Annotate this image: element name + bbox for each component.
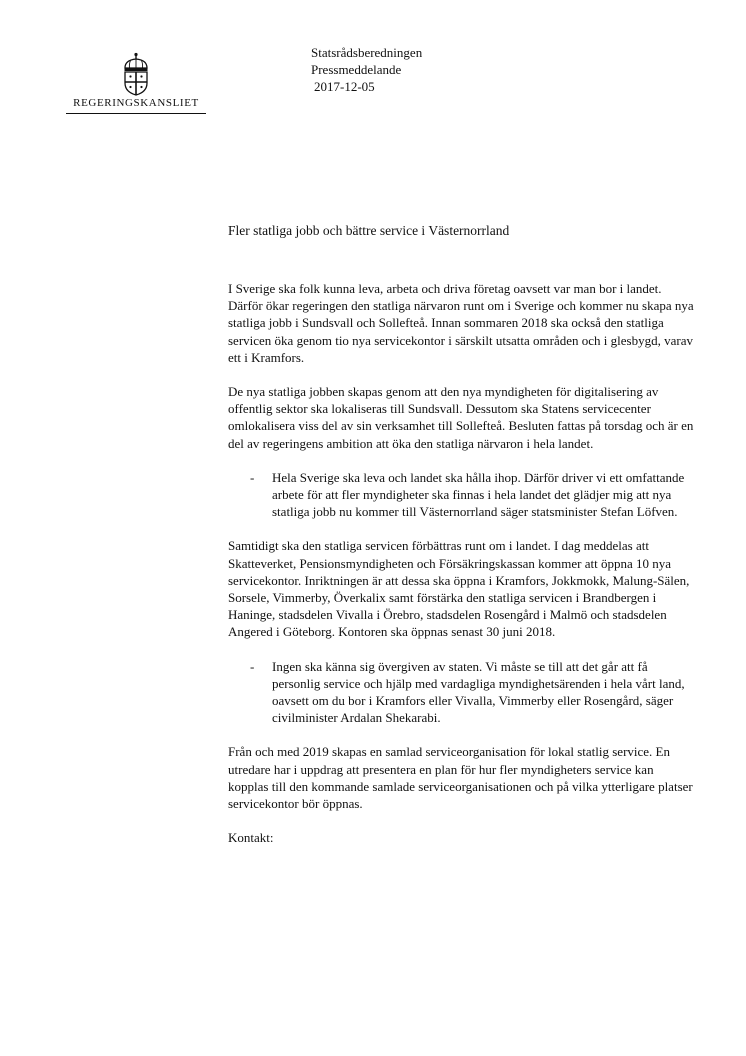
- quote-1-text: Hela Sverige ska leva och landet ska hålla ihop. Därför driver vi ett omfattande arbete för att fler myndigheter ska finnas i hela landet det glädjer mig att nya statliga jobb nu kommer till Västernorrland säger statsminister Stefan Löfven.: [272, 469, 685, 520]
- paragraph-1: I Sverige ska folk kunna leva, arbeta och driva företag oavsett var man bor i landet. Därför ökar regeringen den statliga närvaron runt om i Sverige och kommer nu skapa nya statliga jobb i Sundsvall och Sollefteå. Innan sommaren 2018 ska också den statliga servicen öka genom tio nya servicekontor i särskilt utsatta områden och i glesbygd, varav ett i Kramfors.: [228, 281, 694, 365]
- paragraph-3: Samtidigt ska den statliga servicen förbättras runt om i landet. I dag meddelas att Skatteverket, Pensionsmyndigheten och Försäkringskassan kommer att öppna 10 nya servicekontor. Inriktningen är att dessa ska öppna i Kramfors, Jokkmokk, Malung-Sälen, Sorsele, Vimmerby, Överkalix samt förstärka den statliga servicen i Brandbergen i Haninge, stadsdelen Vivalla i Örebro, stadsdelen Rosengård i Malmö och stadsdelen Angered i Göteborg. Kontoren ska öppnas senast 30 juni 2018.: [228, 538, 690, 640]
- logo-underline: [66, 113, 206, 114]
- document-type: Pressmeddelande: [311, 62, 402, 77]
- crown-emblem-icon: [116, 52, 156, 96]
- department-name: Statsrådsberedningen: [311, 45, 423, 60]
- document-date: 2017-12-05: [314, 79, 375, 94]
- quote-2: [228, 658, 694, 727]
- quote-2-text: Ingen ska känna sig övergiven av staten. Vi måste se till att det går att få personlig service och hjälp med vardagliga myndighetsärenden i hela vårt land, oavsett om du bor i Kramfors eller Vivalla, Vimmerby eller Rosengård, säger civilminister Ardalan Shekarabi.: [272, 658, 685, 726]
- contact-label: Kontakt:: [228, 830, 274, 846]
- paragraph-2: De nya statliga jobben skapas genom att den nya myndigheten för digitalisering av offentlig sektor ska lokaliseras till Sundsvall. Dessutom ska Statens servicecenter omlokalisera viss del av sin verksamhet till Sollefteå. Besluten fattas på torsdag och är en del av regeringens ambition att öka den statliga närvaron i hela landet.: [228, 384, 694, 451]
- press-release-body: [228, 280, 694, 863]
- regeringskansliet-logo: [66, 52, 206, 120]
- press-release-title: Fler statliga jobb och bättre service i Västernorrland: [228, 223, 510, 238]
- paragraph-4: Från och med 2019 skapas en samlad serviceorganisation för lokal statlig service. En utredare har i uppdrag att presentera en plan för hur fler myndigheters service kan kopplas till den kommande samlade serviceorganisationen och på vilka ytterligare platser servicekontor bör öppnas.: [228, 744, 693, 812]
- logo-text: REGERINGSKANSLIET: [73, 97, 199, 109]
- document-header: [311, 44, 422, 95]
- bullet-dash: -: [250, 658, 255, 674]
- bullet-dash: -: [250, 469, 255, 485]
- quote-1: [228, 469, 694, 521]
